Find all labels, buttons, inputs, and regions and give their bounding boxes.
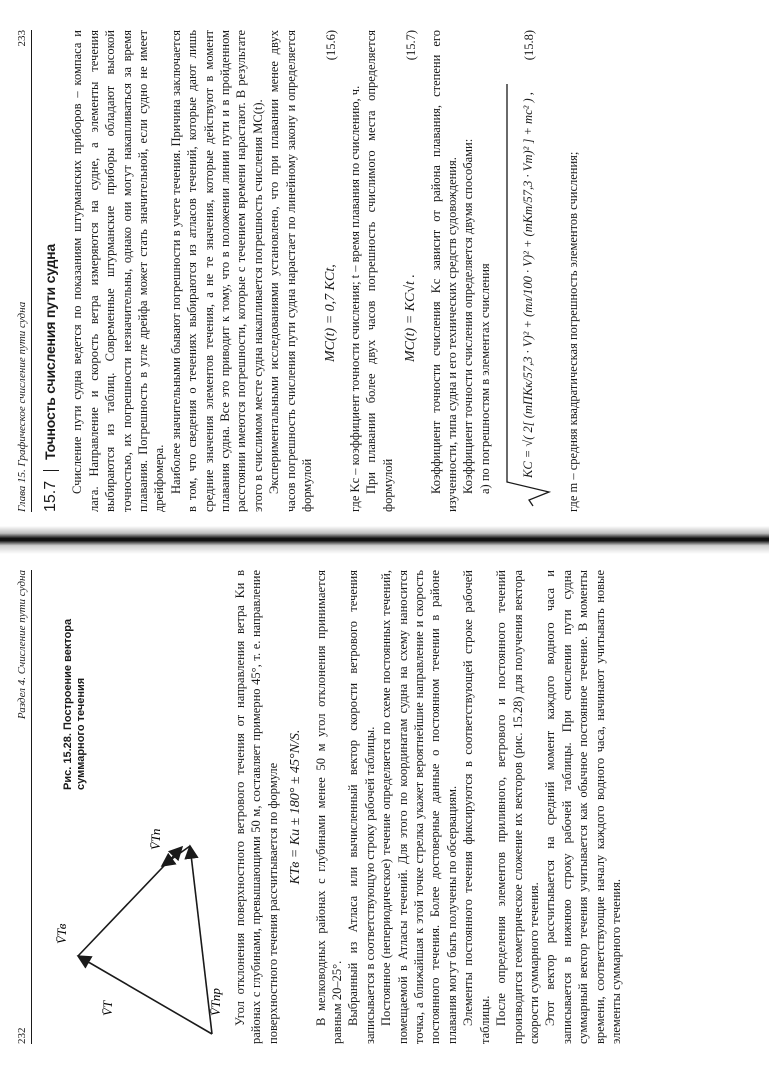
formula-expression: KC = √( 2[ (mПКк/57,3 · V)² + (mл/100 · V)² + (mKт/57,3 · Vт)² ] + mc² ) , <box>521 92 536 478</box>
right-running-head <box>16 30 32 512</box>
formula-expression: MC(t) = 0,7 KCt, <box>322 264 338 362</box>
figure-caption <box>62 570 88 790</box>
equation-number: (15.8) <box>521 30 536 61</box>
formula-kt-direction: KТв = Kи ± 180° ± 45°N/S. <box>288 729 304 885</box>
right-page <box>0 0 769 526</box>
left-running-head <box>16 570 32 1044</box>
left-running-head-title: Раздел 4. Счисление пути судна <box>16 570 28 720</box>
figure-15-28 <box>42 570 224 1044</box>
right-page-number: 233 <box>16 30 28 47</box>
paragraph: Выбранный из Атласа или вычисленный вектор скорости ветрового течения записывается в соответствующую строку рабочей таблицы. <box>346 570 377 1044</box>
paragraph: Постоянное (непериодическое) течение определяется по схеме постоянных течений, помещаемой в Атласы течений. Для этого по координатам судна на схему наносится точка, а ближайшая к этой точке стрелка укажет вероятнейшие направление и скорость постоянного течения. Более достоверные данные о постоянном течении в районе плавания могут быть получены по обсервациям. <box>379 570 459 1044</box>
formula-expression: MC(t) = KC√t . <box>403 274 419 362</box>
paragraph: где m – средняя квадратическая погрешность элементов счисления; <box>566 151 581 512</box>
formula-15-7 <box>403 30 419 512</box>
label-v-t: V̄Т <box>100 1000 115 1016</box>
section-heading <box>42 30 59 512</box>
label-v-tp: V̄Тп <box>148 828 163 850</box>
label-v-pr: V̄Тпр <box>208 988 223 1016</box>
paragraph: Этот вектор рассчитывается на средний момент каждого водного часа и записывается в нижнюю строку рабочей таблицы. При счислении пути судна суммарный вектор течения учитывается как обычное постоянное течение. В моменты времени, соответствующие началу каждого водного часа, начинают учитывать новые элементы суммарного течения. <box>543 570 623 1044</box>
paragraph: После определения элементов приливного, ветрового и постоянного течений производится геометрическое сложение их векторов (рис. 15.28) для получения вектора скорости суммарного течения. <box>494 570 541 1044</box>
paragraph: Наиболее значительными бывают погрешности в учете течения. Причина заключается в том, что сведения о течениях выбираются из атласов течений, которые дают лишь средние значения элементов течения, а не те значения, которые действуют в момент плавания судна. Все это приводит к тому, что в положении линии пути и в пройденном расстоянии имеются погрешности, которые с течением времени нарастают. В результате этого в счислимом месте судна накапливается погрешность счисления MC(t). <box>168 30 265 512</box>
vector-v-t <box>78 956 212 1034</box>
paragraph: а) по погрешностям в элементах счисления <box>477 263 492 494</box>
label-v-tv: V̄Тв <box>54 923 69 944</box>
section-number: 15.7 <box>43 470 59 512</box>
paragraph: Элементы постоянного течения фиксируются в соответствующей строке рабочей таблицы. <box>461 570 492 1044</box>
figure-caption-label: Рис. 15.28. <box>62 733 74 790</box>
equation-number: (15.7) <box>404 30 419 61</box>
paragraph: Счисление пути судна ведется по показаниям штурманских приборов – компаса и лага. Направление и скорость ветра измеряются на судне, а элементы течения выбираются из таблиц. Современные штурманские приборы обладают высокой точностью, их погрешности незначительны, однако они могут накапливаться за время плавания. Погрешность в угле дрейфа может стать значительной, если судно не имеет дрейфомера. <box>70 30 167 512</box>
paragraph: Угол отклонения поверхностного ветрового течения от направления ветра Kи в районах с глубинами, превышающими 50 м, составляет примерно 45°, т. е. направление поверхностного течения рассчитывается по формуле <box>233 570 280 1044</box>
formula-15-6 <box>323 30 339 512</box>
paragraph: Коэффициент точности счисления Kc зависит от района плавания, степени его изученности, типа судна и его технических средств судовождения. <box>428 30 459 512</box>
right-running-head-title: Глава 15. Графическое счисление пути судна <box>16 301 28 512</box>
formula-15-8 <box>503 30 555 512</box>
book-gutter <box>0 526 769 554</box>
paragraph: В мелководных районах с глубинами менее 50 м угол отклонения принимается равным 20–25°. <box>313 570 345 1044</box>
paragraph: Коэффициент точности счисления определяется двумя способами: <box>461 138 476 494</box>
vector-diagram <box>42 804 224 1044</box>
vector-v-tp <box>162 846 190 866</box>
section-title: Точность счисления пути судна <box>42 244 58 460</box>
paragraph: При плавании более двух часов погрешность счислимого места определяется формулой <box>364 30 395 512</box>
equation-number: (15.6) <box>323 30 338 61</box>
left-page-number: 232 <box>16 1027 28 1044</box>
paragraph: Экспериментальными исследованиями установлено, что при плавании менее двух часов погрешность счисления пути судна нарастает по линейному закону и определяется формулой <box>267 30 315 512</box>
figure-caption-title: Построение вектора суммарного течения <box>62 618 87 790</box>
radical-sign <box>503 82 555 512</box>
paragraph: где Kc – коэффициент точности счисления; t – время плавания по счислению, ч. <box>347 85 362 512</box>
left-page <box>0 554 769 1074</box>
